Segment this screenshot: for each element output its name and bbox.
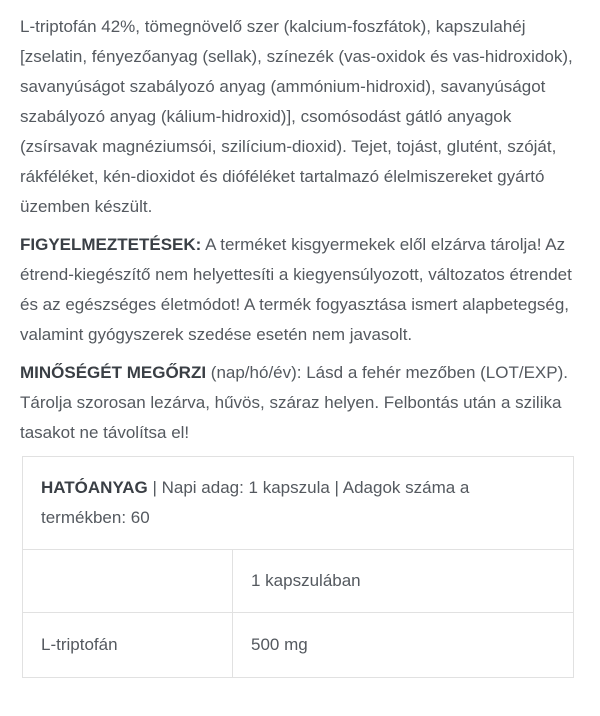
warnings-paragraph — [20, 230, 574, 350]
dosage-info-text: | Napi adag: 1 kapszula | Adagok száma a termékben: 60 — [41, 478, 470, 527]
ingredient-name-cell: L-triptofán — [23, 613, 233, 678]
active-ingredient-table — [22, 456, 574, 678]
ingredient-amount-cell: 500 mg — [233, 613, 574, 678]
active-ingredient-label: HATÓANYAG — [41, 478, 148, 497]
table-row — [23, 613, 574, 678]
quality-text: (nap/hó/év): Lásd a fehér mezőben (LOT/EXP). Tárolja szorosan lezárva, hűvös, száraz helyen. Felbontás után a szilika tasakot ne távolítsa el! — [20, 363, 568, 442]
warnings-heading: FIGYELMEZTETÉSEK: — [20, 235, 202, 254]
warnings-text: A terméket kisgyermekek elől elzárva tárolja! Az étrend-kiegészítő nem helyettesíti a kiegyensúlyozott, változatos étrendet és az egészséges életmódot! A termék fogyasztása ismert alapbetegség, valamint gyógyszerek szedése esetén nem javasolt. — [20, 235, 572, 344]
per-capsule-column-header: 1 kapszulában — [233, 550, 574, 613]
table-header-row — [23, 457, 574, 550]
column-header-row — [23, 550, 574, 613]
quality-paragraph — [20, 358, 574, 448]
quality-heading: MINŐSÉGÉT MEGŐRZI — [20, 363, 207, 382]
empty-cell — [23, 550, 233, 613]
ingredients-text: L-triptofán 42%, tömegnövelő szer (kalcium-foszfátok), kapszulahéj [zselatin, fényezőanyag (sellak), színezék (vas-oxidok és vas-hidroxidok), savanyúságot szabályozó anyag (ammónium-hidroxid), savanyúságot szabályozó anyag (kálium-hidroxid)], csomósodást gátló anyagok (zsírsavak magnéziumsói, szilícium-dioxid). Tejet, tojást, glutént, szóját, rákféléket, kén-dioxidot és dióféléket tartalmazó élelmiszereket gyártó üzemben készült. — [20, 17, 573, 216]
ingredients-paragraph — [20, 12, 574, 222]
table-header-cell — [23, 457, 574, 550]
